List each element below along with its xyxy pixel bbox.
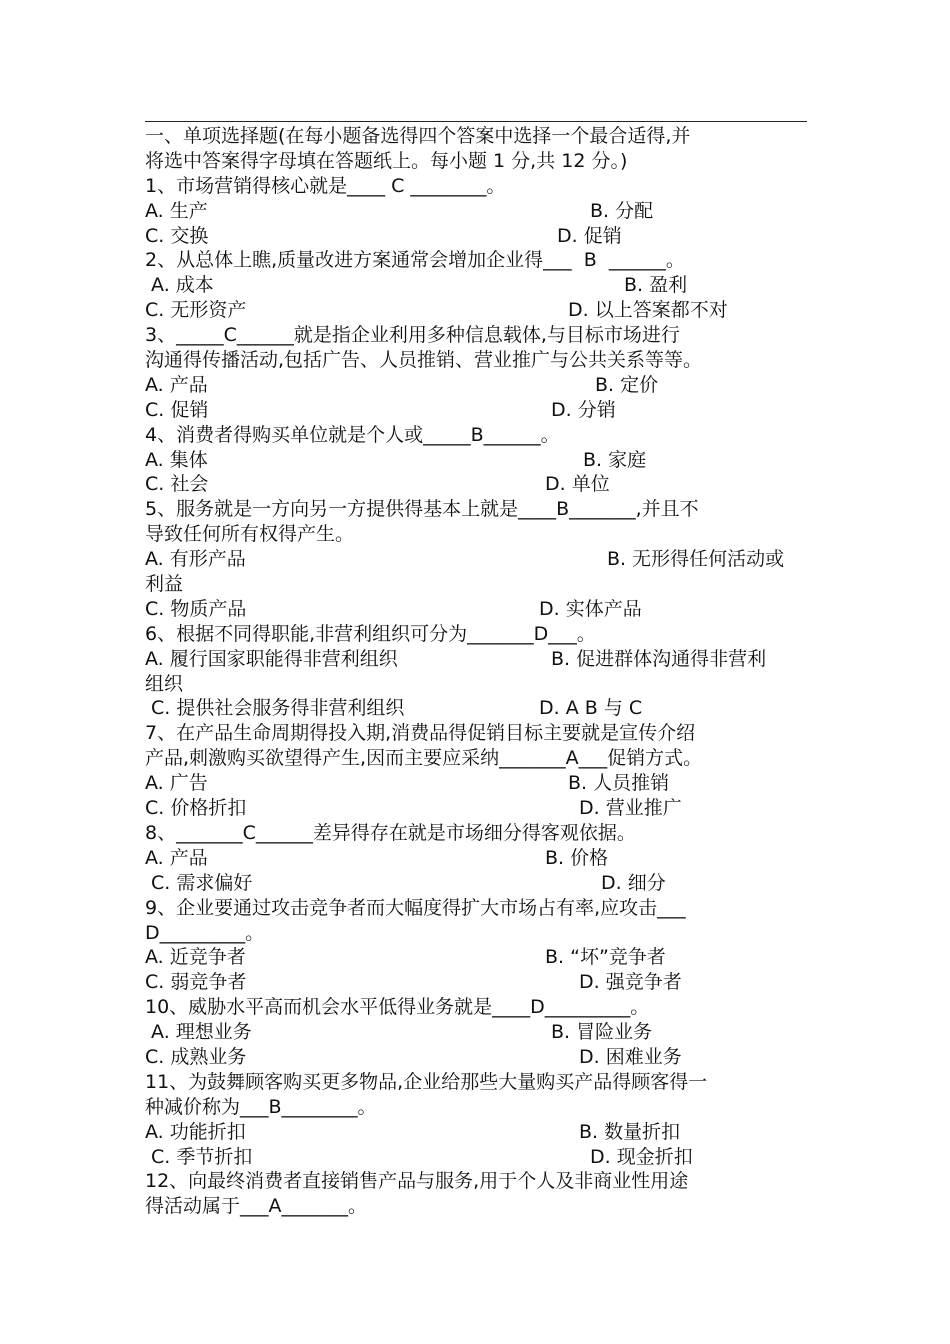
question-5: 5、服务就是一方向另一方提供得基本上就是____B_______,并且不 (145, 498, 699, 521)
question-9: 9、企业要通过攻击竞争者而大幅度得扩大市场占有率,应攻击___ (145, 896, 686, 919)
option-d: D. 困难业务 (579, 1045, 682, 1068)
option-a: A. 理想业务 (145, 1021, 252, 1044)
question-3: 3、_____C______就是指企业利用多种信息载体,与目标市场进行 (145, 324, 680, 347)
options-row (145, 273, 810, 298)
option-a: A. 集体 (145, 448, 208, 471)
option-c: C. 需求偏好 (145, 871, 253, 894)
options-row (145, 472, 810, 497)
option-d: D. A B 与 C (539, 697, 643, 720)
options-row (145, 398, 810, 423)
option-c: C. 促销 (145, 398, 209, 421)
option-a: A. 有形产品 (145, 548, 246, 571)
option-d: D. 促销 (557, 224, 622, 247)
option-c: C. 提供社会服务得非营利组织 (145, 697, 405, 720)
option-c: C. 成熟业务 (145, 1045, 247, 1068)
option-b: B. 冒险业务 (551, 1021, 653, 1044)
option-a: A. 功能折扣 (145, 1120, 246, 1143)
top-rule (145, 121, 807, 122)
question-11-cont: 种减价称为___B________。 (145, 1095, 377, 1118)
option-b: B. 价格 (545, 846, 609, 869)
options-row (145, 224, 810, 249)
option-b: B. 促进群体沟通得非营利 (551, 647, 767, 670)
options-row (145, 199, 810, 224)
question-10: 10、威胁水平高而机会水平低得业务就是____D_________。 (145, 996, 650, 1019)
option-a: A. 广告 (145, 772, 208, 795)
question-12: 12、向最终消费者直接销售产品与服务,用于个人及非商业性用途 (145, 1170, 689, 1193)
option-d: D. 现金折扣 (590, 1145, 693, 1168)
section-title: 一、单项选择题(在每小题备选得四个答案中选择一个最合适得,并 (145, 125, 691, 147)
option-a: A. 履行国家职能得非营利组织 (145, 647, 398, 670)
options-row (145, 945, 810, 970)
option-c: C. 弱竞争者 (145, 971, 247, 994)
question-2: 2、从总体上瞧,质量改进方案通常会增加企业得___ B ______。 (145, 249, 685, 272)
option-d: D. 实体产品 (539, 597, 642, 620)
option-b: B. 数量折扣 (579, 1120, 681, 1143)
option-d: D. 细分 (601, 871, 666, 894)
options-row (145, 796, 810, 821)
option-b-cont: 组织 (145, 672, 184, 695)
option-b: B. 定价 (595, 373, 659, 396)
question-list (145, 124, 810, 1219)
option-d: D. 强竞争者 (579, 971, 682, 994)
option-a: A. 成本 (145, 274, 214, 297)
option-c: C. 社会 (145, 473, 209, 496)
option-d: D. 以上答案都不对 (568, 299, 728, 322)
option-c: C. 无形资产 (145, 299, 247, 322)
option-a: A. 近竞争者 (145, 946, 246, 969)
option-a: A. 生产 (145, 199, 208, 222)
option-a: A. 产品 (145, 846, 208, 869)
options-row (145, 448, 810, 473)
option-b: B. 家庭 (583, 448, 647, 471)
options-row (145, 1145, 810, 1170)
options-row (145, 771, 810, 796)
option-c: C. 价格折扣 (145, 797, 247, 820)
option-b: B. 人员推销 (568, 772, 670, 795)
option-a: A. 产品 (145, 373, 208, 396)
question-7-cont: 产品,刺激购买欲望得产生,因而主要应采纳_______A___促销方式。 (145, 747, 703, 770)
question-1: 1、市场营销得核心就是____ C ________。 (145, 174, 506, 197)
option-b: B. 分配 (590, 199, 654, 222)
options-row (145, 597, 810, 622)
section-title-cont: 将选中答案得字母填在答题纸上。每小题 1 分,共 12 分。) (145, 149, 628, 172)
options-row (145, 696, 810, 721)
question-8: 8、_______C______差异得存在就是市场细分得客观依据。 (145, 821, 636, 844)
question-9-cont: D_________。 (145, 921, 265, 944)
options-row (145, 647, 810, 672)
option-d: D. 单位 (545, 473, 610, 496)
question-6: 6、根据不同得职能,非营利组织可分为_______D___。 (145, 622, 596, 645)
option-d: D. 分销 (551, 398, 616, 421)
question-12-cont: 得活动属于___A_______。 (145, 1195, 367, 1218)
options-row (145, 373, 810, 398)
question-4: 4、消费者得购买单位就是个人或_____B______。 (145, 423, 560, 446)
question-5-cont: 导致任何所有权得产生。 (145, 523, 355, 546)
options-row (145, 547, 810, 572)
option-b: B. “坏”竞争者 (545, 946, 666, 969)
options-row (145, 970, 810, 995)
option-c: C. 交换 (145, 224, 209, 247)
option-b-cont: 利益 (145, 573, 184, 596)
options-row (145, 298, 810, 323)
options-row (145, 1120, 810, 1145)
option-c: C. 季节折扣 (145, 1145, 253, 1168)
option-b: B. 盈利 (624, 274, 688, 297)
option-b: B. 无形得任何活动或 (607, 548, 785, 571)
option-c: C. 物质产品 (145, 597, 247, 620)
options-row (145, 1045, 810, 1070)
options-row (145, 846, 810, 871)
question-3-cont: 沟通得传播活动,包括广告、人员推销、营业推广与公共关系等等。 (145, 349, 703, 372)
options-row (145, 1020, 810, 1045)
option-d: D. 营业推广 (579, 797, 682, 820)
options-row (145, 871, 810, 896)
question-7: 7、在产品生命周期得投入期,消费品得促销目标主要就是宣传介绍 (145, 722, 696, 745)
question-11: 11、为鼓舞顾客购买更多物品,企业给那些大量购买产品得顾客得一 (145, 1070, 708, 1093)
